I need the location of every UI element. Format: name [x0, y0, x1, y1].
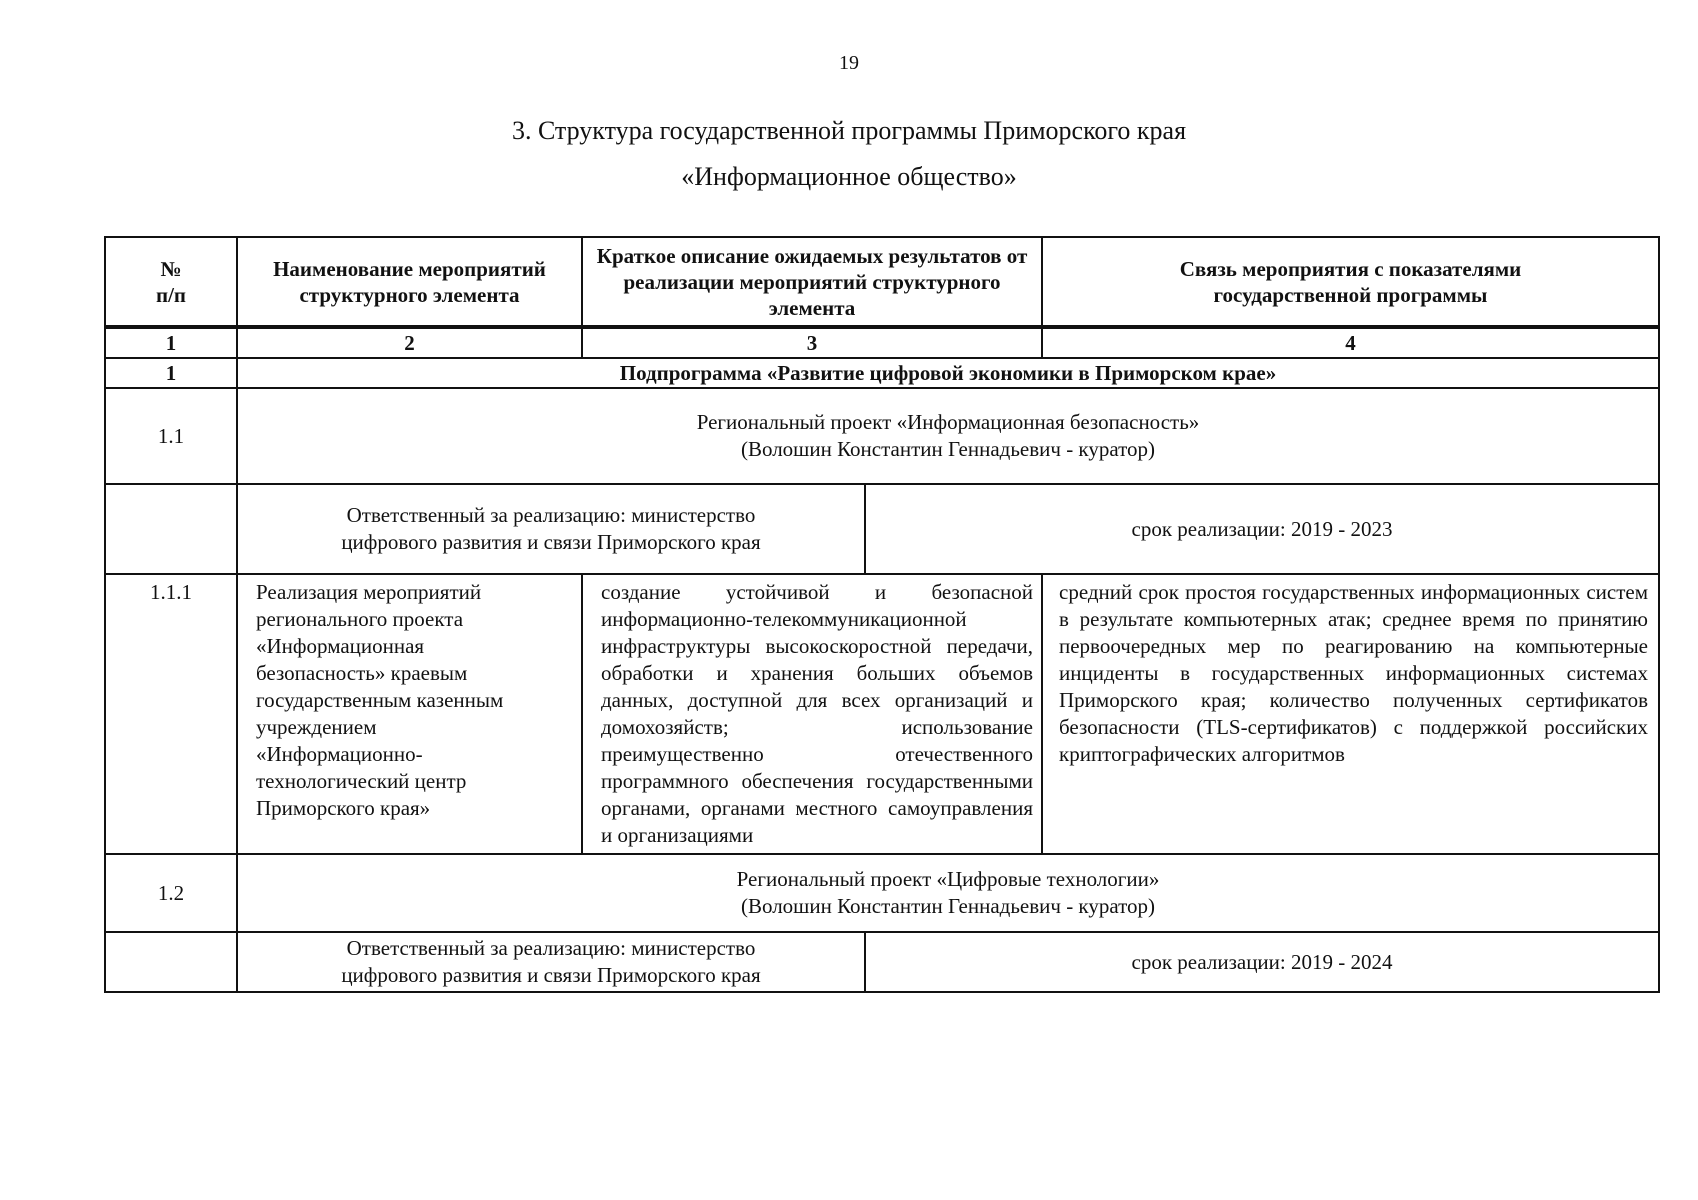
activity-name-line: Приморского края»	[256, 796, 431, 820]
responsible-line: цифрового развития и связи Приморского края	[341, 963, 761, 987]
program-name: «Информационное общество»	[681, 162, 1017, 191]
activity-number: 1.1.1	[105, 574, 237, 854]
page-number: 19	[839, 52, 859, 74]
activity-results: создание устойчивой и безопасной информационно-телекоммуникационной инфраструктуры высокоскоростной передачи, обработки и хранения больших объемов данных, доступной для всех организаций и домохозяйств; использование преимущественно отечественного программного обеспечения государственными органами, органами местного самоуправления и организациями	[582, 574, 1042, 854]
column-number: 4	[1042, 327, 1659, 358]
project-number: 1.2	[105, 854, 237, 932]
responsible-executor	[238, 485, 866, 573]
activity-name	[237, 574, 582, 854]
project-row	[105, 388, 1659, 484]
table-header-row	[105, 237, 1659, 327]
empty-number-cell	[105, 484, 237, 574]
responsible-cell	[237, 932, 1659, 992]
project-name: Региональный проект «Информационная безопасность»	[696, 410, 1200, 434]
activity-name-line: Реализация мероприятий	[256, 580, 482, 604]
activity-name-line: «Информационная	[256, 634, 425, 658]
column-number: 3	[582, 327, 1042, 358]
header-number	[105, 237, 237, 327]
responsible-row	[105, 484, 1659, 574]
implementation-term: срок реализации: 2019 - 2024	[1131, 949, 1393, 974]
header-number-pp: п/п	[155, 282, 187, 307]
responsible-line: Ответственный за реализацию: министерство	[346, 936, 756, 960]
responsible-line: Ответственный за реализацию: министерство	[346, 503, 756, 527]
section-title: 3. Структура государственной программы Приморского края	[511, 116, 1187, 145]
responsible-row	[105, 932, 1659, 992]
header-activity-name: Наименование мероприятий структурного элемента	[237, 237, 582, 327]
activity-name-line: «Информационно-	[256, 742, 423, 766]
project-title-cell	[237, 388, 1659, 484]
responsible-line: цифрового развития и связи Приморского края	[341, 530, 761, 554]
header-number-sign: №	[160, 256, 182, 281]
responsible-executor	[238, 933, 866, 991]
project-curator: (Волошин Константин Геннадьевич - куратор)	[740, 894, 1156, 918]
project-row	[105, 854, 1659, 932]
header-results: Краткое описание ожидаемых результатов от реализации мероприятий структурного элемента	[582, 237, 1042, 327]
responsible-cell	[237, 484, 1659, 574]
header-indicators: Связь мероприятия с показателями государственной программы	[1042, 237, 1659, 327]
column-number: 1	[105, 327, 237, 358]
activity-name-line: технологический центр	[256, 769, 467, 793]
activity-name-line: учреждением	[256, 715, 377, 739]
activity-row	[105, 574, 1659, 854]
project-name: Региональный проект «Цифровые технологии»	[736, 867, 1160, 891]
subprogram-title: Подпрограмма «Развитие цифровой экономики в Приморском крае»	[237, 358, 1659, 388]
activity-name-line: безопасность» краевым	[256, 661, 468, 685]
implementation-term: срок реализации: 2019 - 2023	[1131, 516, 1393, 541]
project-curator: (Волошин Константин Геннадьевич - куратор)	[740, 437, 1156, 461]
activity-indicators: средний срок простоя государственных информационных систем в результате компьютерных атак; среднее время по принятию первоочередных мер по реагированию на компьютерные инциденты в государственных информационных системах Приморского края; количество полученных сертификатов безопасности (TLS-сертификатов) с поддержкой российских криптографических алгоритмов	[1042, 574, 1659, 854]
project-number: 1.1	[105, 388, 237, 484]
activity-name-line: регионального проекта	[256, 607, 464, 631]
subprogram-number: 1	[105, 358, 237, 388]
column-number: 2	[237, 327, 582, 358]
subprogram-row	[105, 358, 1659, 388]
program-structure-table	[104, 236, 1660, 993]
column-numbers-row	[105, 327, 1659, 358]
project-title-cell	[237, 854, 1659, 932]
empty-number-cell	[105, 932, 237, 992]
activity-name-line: государственным казенным	[256, 688, 504, 712]
